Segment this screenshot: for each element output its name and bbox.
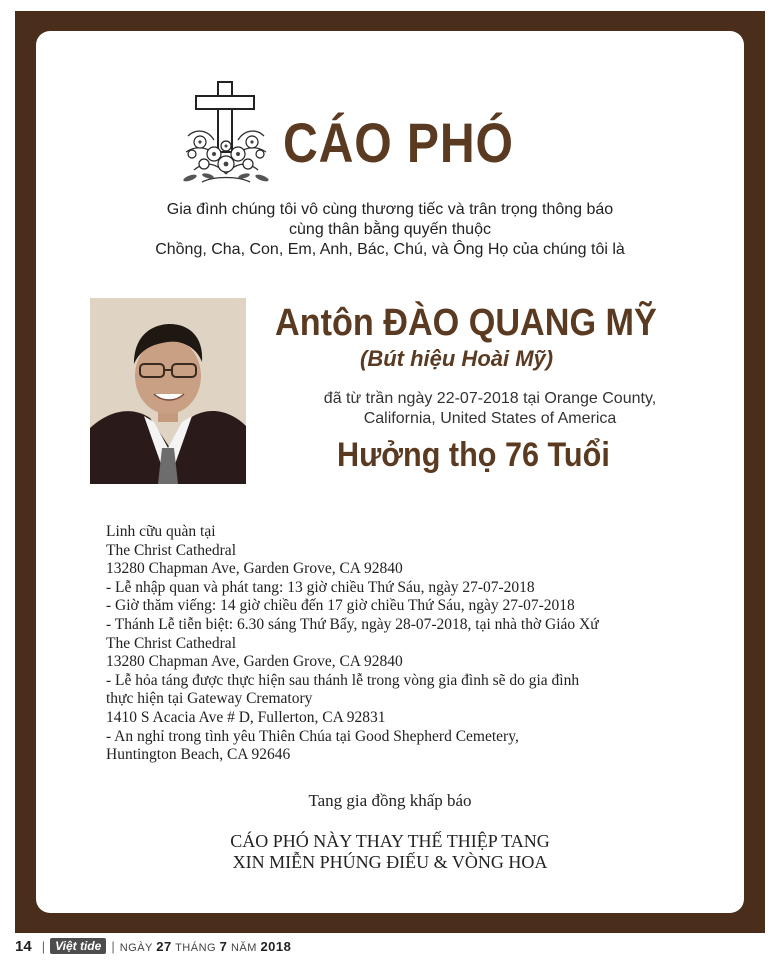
intro-line-1: Gia đình chúng tôi vô cùng thương tiếc và trân trọng thông báo — [166, 201, 614, 218]
footer-divider: | — [41, 938, 46, 954]
detail-line: 1410 S Acacia Ave # D, Fullerton, CA 92831 — [106, 708, 386, 726]
detail-line: - Giờ thăm viếng: 14 giờ chiều đến 17 giờ chiều Thứ Sáu, ngày 27-07-2018 — [106, 597, 575, 615]
notice-line-1: CÁO PHÓ NÀY THAY THẾ THIỆP TANG — [230, 831, 550, 851]
detail-line: 13280 Chapman Ave, Garden Grove, CA 92840 — [106, 653, 403, 671]
detail-line: - Lễ hỏa táng được thực hiện sau thánh lễ trong vòng gia đình sẽ do gia đình — [106, 671, 580, 689]
detail-line: The Christ Cathedral — [106, 634, 236, 652]
portrait-photo — [90, 298, 246, 484]
page-number: 14 — [15, 937, 32, 955]
detail-line: thực hiện tại Gateway Crematory — [106, 690, 313, 708]
date-month: 7 — [219, 938, 228, 954]
date-day: 27 — [156, 938, 172, 954]
pen-name: (Bút hiệu Hoài Mỹ) — [360, 346, 554, 371]
detail-line: - Thánh Lễ tiễn biệt: 6.30 sáng Thứ Bẩy, ngày 28-07-2018, tại nhà thờ Giáo Xứ — [106, 615, 599, 633]
page-footer — [15, 936, 291, 956]
detail-line: - An nghỉ trong tình yêu Thiên Chúa tại Good Shepherd Cemetery, — [106, 727, 519, 745]
date-year: 2018 — [260, 938, 292, 954]
passed-line-2: California, United States of America — [363, 410, 617, 427]
detail-line: Linh cữu quàn tại — [106, 523, 216, 540]
passed-line-1: đã từ trần ngày 22-07-2018 tại Orange County, — [323, 390, 657, 407]
signoff: Tang gia đồng khấp báo — [308, 791, 472, 810]
intro-line-2: cùng thân bằng quyến thuộc — [289, 221, 491, 238]
deceased-name: Antôn ĐÀO QUANG MỸ — [275, 302, 657, 344]
detail-line: - Lễ nhập quan và phát tang: 13 giờ chiều Thứ Sáu, ngày 27-07-2018 — [106, 578, 535, 596]
issue-date — [120, 939, 292, 954]
detail-line: Huntington Beach, CA 92646 — [106, 746, 291, 764]
date-year-label: NĂM — [230, 941, 257, 954]
service-details — [106, 523, 706, 765]
detail-line: The Christ Cathedral — [106, 541, 236, 559]
footer-divider: | — [111, 938, 115, 954]
notice-line-2: XIN MIỄN PHÚNG ĐIẾU & VÒNG HOA — [232, 852, 548, 872]
cross-with-flowers-icon — [180, 78, 272, 190]
date-prefix: NGÀY — [119, 941, 153, 954]
age: Hưởng thọ 76 Tuổi — [337, 436, 610, 474]
date-month-label: THÁNG — [175, 941, 217, 954]
detail-line: 13280 Chapman Ave, Garden Grove, CA 92840 — [106, 560, 403, 578]
page-title: CÁO PHÓ — [283, 111, 514, 174]
intro-line-3: Chồng, Cha, Con, Em, Anh, Bác, Chú, và Ông Họ của chúng tôi là — [155, 241, 625, 258]
publication-logo: Việt tide — [50, 938, 106, 954]
